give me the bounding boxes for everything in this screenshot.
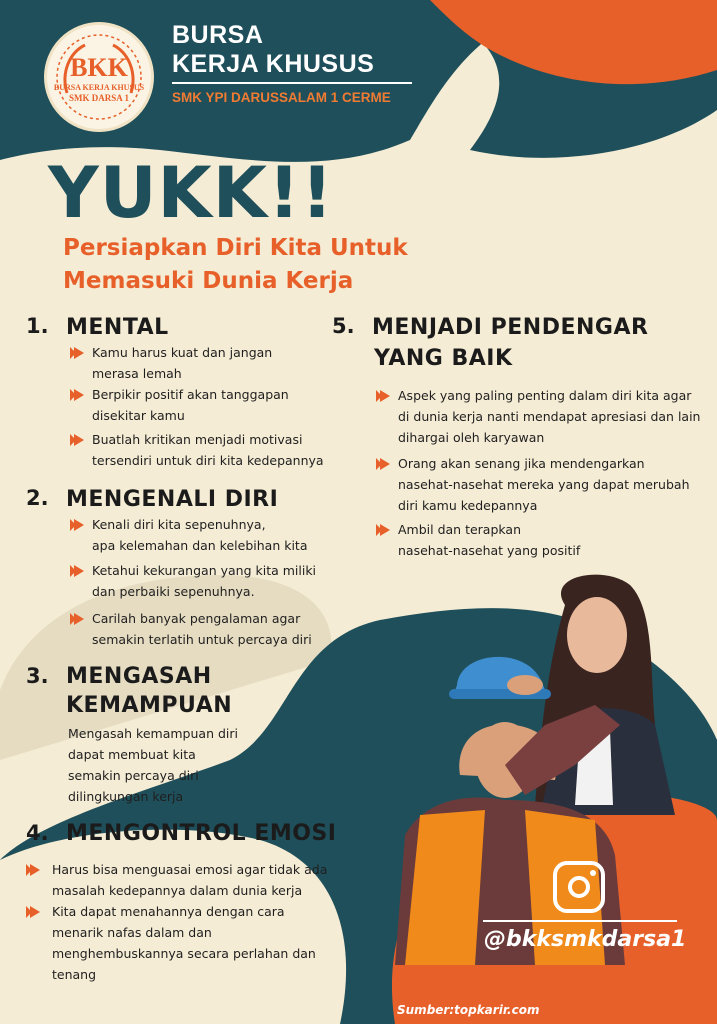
- section-paragraph: Mengasah kemampuan diri dapat membuat kita semakin percaya diri dilingkungan kerja: [68, 726, 238, 804]
- section-title-line2: YANG BAIK: [374, 346, 513, 371]
- instagram-icon[interactable]: [553, 861, 605, 913]
- bkk-logo: [44, 22, 154, 132]
- workers-photo: [365, 565, 695, 965]
- arrow-bullet-icon: [74, 613, 84, 625]
- arrow-bullet-icon: [74, 565, 84, 577]
- arrow-bullet-icon: [30, 906, 40, 918]
- arrow-bullet-icon: [380, 390, 390, 402]
- arrow-bullet-icon: [74, 434, 84, 446]
- bullet-text: Carilah banyak pengalaman agar semakin terlatih untuk percaya diri: [92, 611, 312, 647]
- bullet-text: Kenali diri kita sepenuhnya, apa kelemahan dan kelebihan kita: [92, 517, 308, 553]
- arrow-bullet-icon: [74, 519, 84, 531]
- school-name: SMK YPI DARUSSALAM 1 CERME: [172, 90, 391, 105]
- arrow-bullet-icon: [380, 458, 390, 470]
- header-divider: [172, 82, 412, 84]
- section-number: 5.: [332, 314, 355, 338]
- hero-subtitle-line1: Persiapkan Diri Kita Untuk: [63, 235, 408, 261]
- section-title-line2: KEMAMPUAN: [66, 693, 233, 718]
- hero-title: YUKK!!: [48, 152, 334, 234]
- section-number: 2.: [26, 486, 49, 510]
- bullet-text: Aspek yang paling penting dalam diri kita agar di dunia kerja nanti mendapat apresiasi dan lain dihargai oleh karyawan: [398, 388, 701, 445]
- bullet-text: Orang akan senang jika mendengarkan nasehat-nasehat mereka yang dapat merubah diri kamu kedepannya: [398, 456, 690, 513]
- brand-title-line1: BURSA: [172, 21, 264, 49]
- arrow-bullet-icon: [380, 524, 390, 536]
- section-title: MENGONTROL EMOSI: [66, 821, 337, 846]
- bullet-text: Ketahui kekurangan yang kita miliki dan perbaiki sepenuhnya.: [92, 563, 317, 599]
- instagram-handle[interactable]: @bkksmkdarsa1: [484, 927, 687, 952]
- section-title-line1: MENJADI PENDENGAR: [372, 315, 649, 340]
- arrow-bullet-icon: [74, 389, 84, 401]
- section-title: MENGENALI DIRI: [66, 487, 279, 512]
- arrow-bullet-icon: [30, 864, 40, 876]
- bullet-text: Kamu harus kuat dan jangan merasa lemah: [92, 345, 273, 381]
- hero-subtitle-line2: Memasuki Dunia Kerja: [63, 268, 354, 294]
- logo-line2: SMK DARSA 1: [68, 93, 129, 103]
- bullet-text: Berpikir positif akan tanggapan disekitar kamu: [92, 387, 289, 423]
- social-divider: [483, 920, 677, 922]
- source-credit: Sumber:topkarir.com: [397, 1003, 540, 1017]
- bullet-text: Buatlah kritikan menjadi motivasi tersendiri untuk diri kita kedepannya: [92, 432, 324, 468]
- bullet-text: Kita dapat menahannya dengan cara menarik nafas dalam dan menghembuskannya secara perlahan dan tenang: [52, 904, 316, 982]
- brand-title-line2: KERJA KHUSUS: [172, 50, 375, 78]
- section-number: 4.: [26, 821, 49, 845]
- logo-acronym: BKK: [70, 53, 128, 82]
- section-number: 3.: [26, 664, 49, 688]
- bullet-text: Harus bisa menguasai emosi agar tidak ada masalah kedepannya dalam dunia kerja: [52, 862, 328, 898]
- section-title: MENTAL: [66, 315, 169, 340]
- logo-line1: BURSA KERJA KHUSUS: [53, 83, 145, 92]
- section-title-line1: MENGASAH: [66, 664, 212, 689]
- section-number: 1.: [26, 314, 49, 338]
- arrow-bullet-icon: [74, 347, 84, 359]
- bullet-text: Ambil dan terapkan nasehat-nasehat yang positif: [398, 522, 581, 558]
